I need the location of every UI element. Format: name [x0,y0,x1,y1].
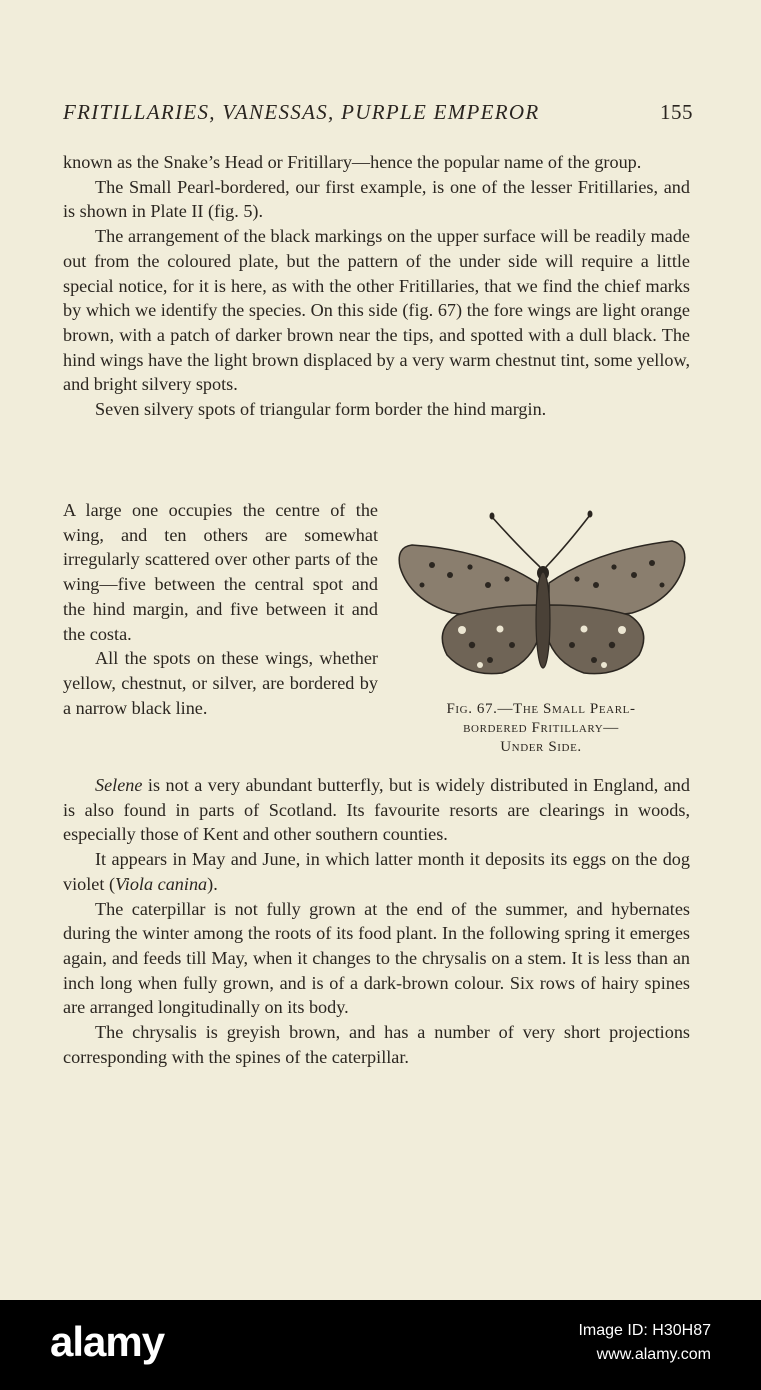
body-text-top [63,150,690,422]
caption-line-3: Under Side. [500,739,582,755]
paragraph-continuation: known as the Snake’s Head or Fritillary—hence the popular name of the group. [63,152,642,172]
caption-line-2: bordered Fritillary— [463,720,619,736]
figure-67 [392,505,690,770]
paragraph-selene [63,773,690,847]
species-name-selene: Selene [95,775,143,795]
running-header [63,100,693,128]
alamy-logo: alamy [50,1318,165,1365]
body-text-wrapped [63,498,378,720]
site-url: www.alamy.com [596,1346,711,1363]
page-number: 155 [660,100,693,124]
figure-caption [392,700,690,757]
appears-text: It appears in May and June, in which latter month it deposits its eggs on the dog violet ( [63,849,690,894]
body-text-bottom [63,773,690,1069]
paragraph-arrangement: The arrangement of the black markings on the upper surface will be readily made out from the coloured plate, but the pattern of the under side will require a little special notice, for it is here, as with the other Fritillaries, that we find the chief marks by which we identify the species. On this side (fig. 67) the fore wings are light orange brown, with a patch of darker brown near the tips, and spotted with a dull black. The hind wings have the light brown displaced by a very warm chestnut tint, some yellow, and bright silvery spots. [63,226,690,395]
paragraph-large-spot: A large one occupies the centre of the wing, and ten others are somewhat irregularly scattered over other parts of the wing—five between the central spot and the hind margin, and five between it and the costa. [63,500,378,644]
paragraph-appears [63,847,690,896]
selene-text: is not a very abundant butterfly, but is widely distributed in England, and is also found in parts of Scotland. Its favourite resorts are clearings in woods, especially those of Kent and other southern counties. [63,775,690,845]
butterfly-illustration-icon [392,505,690,685]
appears-end: ). [207,873,218,894]
paragraph-silvery-spots: Seven silvery spots of triangular form border the hind margin. [95,399,547,420]
caption-line-1: Fig. 67.—The Small Pearl- [446,701,636,717]
paragraph-all-spots: All the spots on these wings, whether yellow, chestnut, or silver, are bordered by a narrow black line. [63,648,378,718]
running-title: FRITILLARIES, VANESSAS, PURPLE EMPEROR [63,100,540,124]
paragraph-caterpillar: The caterpillar is not fully grown at the end of the summer, and hybernates during the winter among the roots of its food plant. In the following spring it emerges again, and feeds till May, when it changes to the chrysalis on a stem. It is less than an inch long when fully grown, and is of a dark-brown colour. Six rows of hairy spines are arranged longitudinally on its body. [63,898,690,1018]
image-id: Image ID: H30H87 [578,1322,711,1339]
paragraph-chrysalis: The chrysalis is greyish brown, and has a number of very short projections corresponding with the spines of the caterpillar. [63,1022,690,1067]
species-name-viola: Viola canina [115,873,208,894]
paragraph-small-pearl: The Small Pearl-bordered, our first example, is one of the lesser Fritillaries, and is shown in Plate II (fig. 5). [63,176,690,222]
